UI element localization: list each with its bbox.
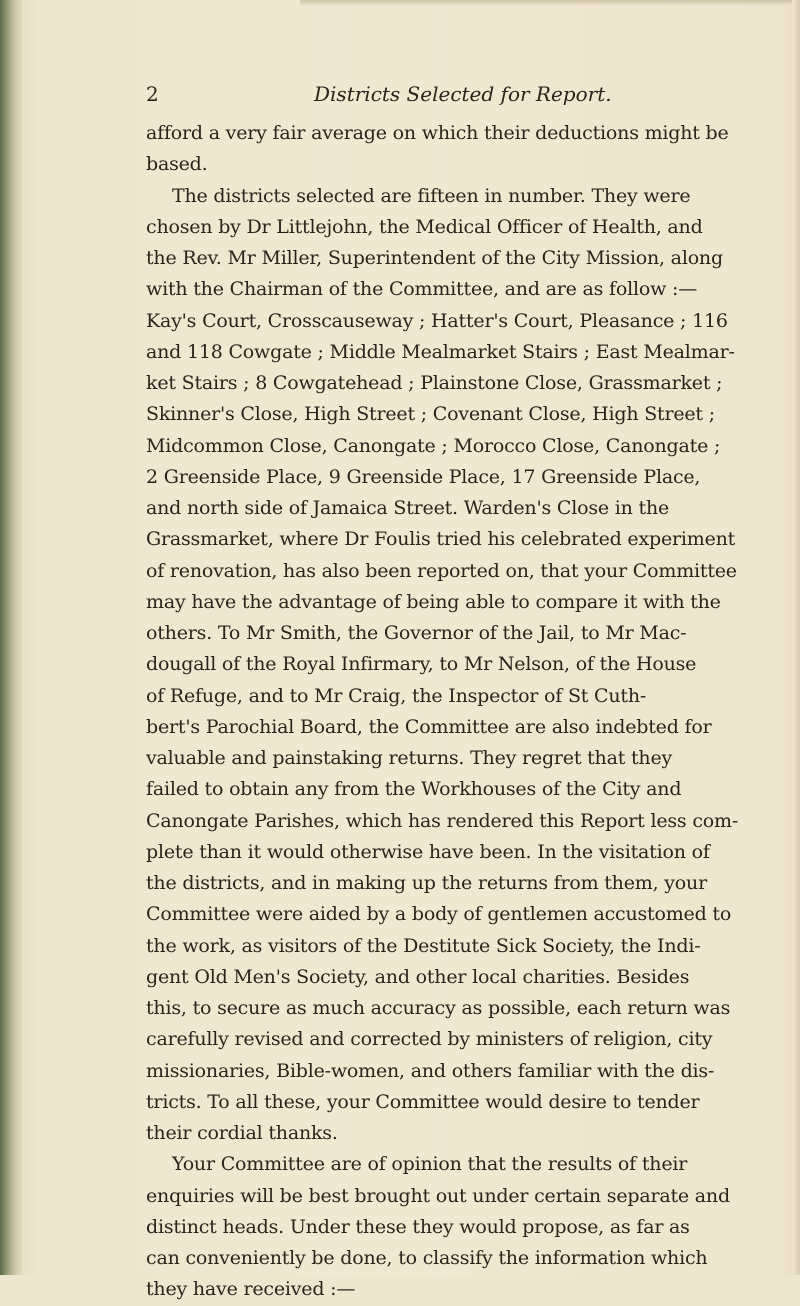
page-top-edge [300,0,800,6]
text-line: Skinner's Close, High Street ; Covenant Close, High Street ; [146,403,715,426]
text-line: can conveniently be done, to classify the information which [146,1247,708,1269]
text-line: Grassmarket, where Dr Foulis tried his celebrated experiment [146,528,736,551]
text-line: 2 Greenside Place, 9 Greenside Place, 17 Greenside Place, [146,465,701,488]
text-line: plete than it would otherwise have been. In the visitation of [146,840,710,863]
text-line: may have the advantage of being able to compare it with the [146,590,721,613]
text-line: and 118 Cowgate ; Middle Mealmarket Stairs ; East Mealmar- [146,340,735,363]
text-line: carefully revised and corrected by ministers of religion, city [146,1028,713,1051]
page-number: 2 [146,82,159,106]
text-line: others. To Mr Smith, the Governor of the Jail, to Mr Mac- [146,622,687,644]
text-line: Kay's Court, Crosscauseway ; Hatter's Court, Pleasance ; 116 [146,309,728,332]
text-line: Midcommon Close, Canongate ; Morocco Close, Canongate ; [146,434,721,457]
text-line: the districts, and in making up the returns from them, your [146,872,707,894]
text-line: and north side of Jamaica Street. Warden's Close in the [146,497,670,519]
text-line: with the Chairman of the Committee, and are as follow :— [146,278,698,301]
running-title: Districts Selected for Report. [314,82,612,106]
text-line: the Rev. Mr Miller, Superintendent of the City Mission, along [146,247,723,269]
body-text [146,118,798,1306]
text-line: Canongate Parishes, which has rendered this Report less com- [146,809,739,832]
text-line: this, to secure as much accuracy as possible, each return was [146,997,731,1019]
text-line: they have received :— [146,1278,356,1301]
text-line: afford a very fair average on which their deductions might be [146,122,729,144]
text-line: tricts. To all these, your Committee would desire to tender [146,1090,700,1113]
text-line: the work, as visitors of the Destitute Sick Society, the Indi- [146,934,701,957]
text-line: valuable and painstaking returns. They regret that they [146,747,673,769]
text-line: The districts selected are fifteen in number. They were [172,184,691,207]
page-binding-edge [0,0,22,1275]
text-line: based. [146,153,208,176]
text-line: enquiries will be best brought out under certain separate and [146,1184,730,1207]
text-line: Committee were aided by a body of gentlemen accustomed to [146,903,732,926]
text-line: distinct heads. Under these they would propose, as far as [146,1215,690,1238]
text-line: ket Stairs ; 8 Cowgatehead ; Plainstone Close, Grassmarket ; [146,372,723,394]
text-line: chosen by Dr Littlejohn, the Medical Officer of Health, and [146,215,703,238]
text-line: missionaries, Bible-women, and others familiar with the dis- [146,1059,715,1082]
text-line: failed to obtain any from the Workhouses of the City and [146,778,682,801]
page-header [146,82,786,112]
text-line: dougall of the Royal Infirmary, to Mr Nelson, of the House [146,653,697,676]
text-line: of renovation, has also been reported on, that your Committee [146,559,737,582]
text-line: Your Committee are of opinion that the results of their [172,1153,688,1176]
text-line: of Refuge, and to Mr Craig, the Inspector of St Cuth- [146,684,647,707]
text-line: bert's Parochial Board, the Committee are also indebted for [146,715,712,738]
text-line: gent Old Men's Society, and other local charities. Besides [146,965,690,988]
text-line: their cordial thanks. [146,1122,338,1144]
